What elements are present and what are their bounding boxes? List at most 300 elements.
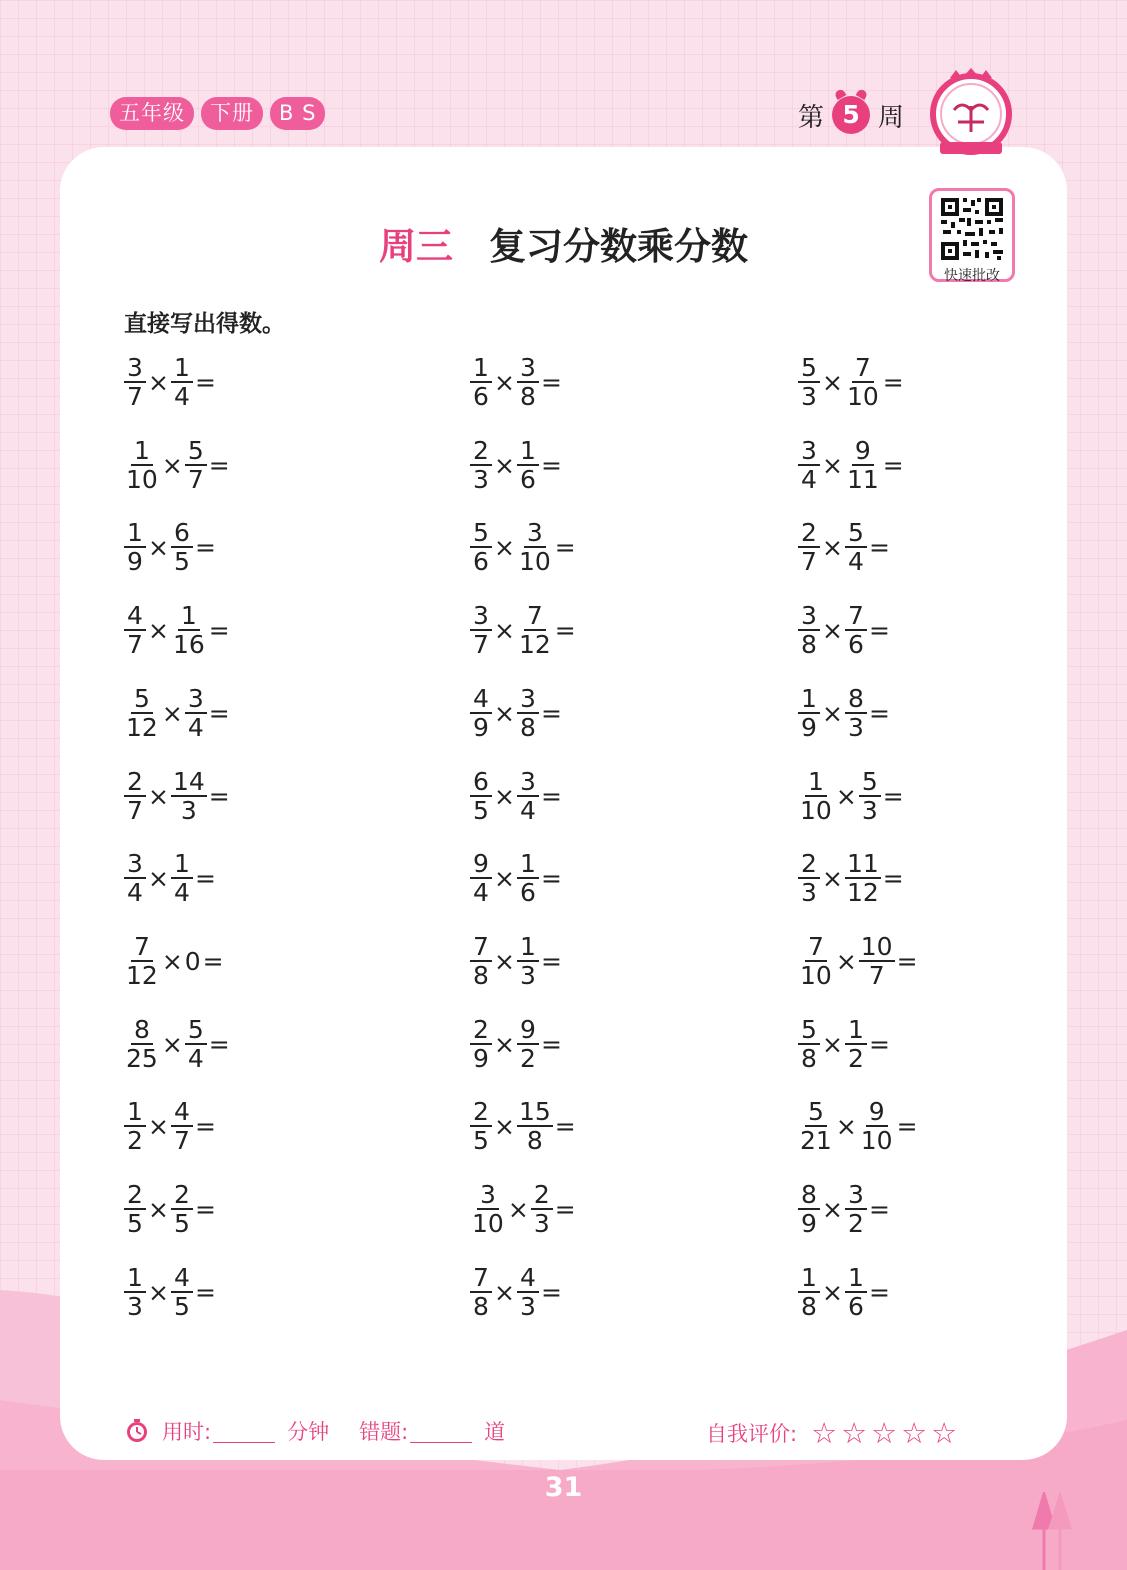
equals-sign: = bbox=[194, 1277, 216, 1307]
denominator: 2 bbox=[848, 1209, 864, 1238]
denominator: 12 bbox=[518, 630, 551, 659]
equals-sign: = bbox=[868, 1029, 890, 1059]
numerator: 7 bbox=[470, 933, 492, 962]
multiply-sign: × bbox=[822, 532, 843, 562]
denominator: 7 bbox=[473, 630, 489, 659]
fraction-a bbox=[124, 768, 146, 824]
fraction-b bbox=[171, 354, 193, 410]
denominator: 3 bbox=[473, 465, 489, 494]
fraction-b bbox=[845, 850, 881, 906]
multiply-sign: × bbox=[148, 863, 169, 893]
fraction-b bbox=[517, 1264, 539, 1320]
denominator: 8 bbox=[801, 630, 817, 659]
denominator: 10 bbox=[800, 961, 832, 990]
numerator: 1 bbox=[124, 1264, 146, 1293]
multiply-sign: × bbox=[494, 1111, 515, 1141]
denominator: 4 bbox=[127, 878, 143, 907]
equals-sign: = bbox=[208, 781, 230, 811]
numerator: 7 bbox=[131, 933, 153, 962]
equals-sign: = bbox=[208, 698, 230, 728]
fraction-b bbox=[517, 519, 553, 575]
denominator: 9 bbox=[801, 713, 817, 742]
multiply-sign: × bbox=[835, 781, 857, 811]
fraction-b bbox=[517, 437, 539, 493]
numerator: 3 bbox=[845, 1181, 867, 1210]
fraction-a bbox=[798, 354, 820, 410]
fraction-a bbox=[798, 685, 820, 741]
numerator: 1 bbox=[517, 437, 539, 466]
problem-item bbox=[124, 1014, 232, 1074]
numerator: 8 bbox=[798, 1181, 820, 1210]
equals-sign: = bbox=[540, 450, 562, 480]
week-number: 5 bbox=[832, 96, 870, 134]
numerator: 5 bbox=[798, 1016, 820, 1045]
fraction-b bbox=[171, 1181, 193, 1237]
fraction-a bbox=[124, 1016, 160, 1072]
fraction-b bbox=[171, 602, 207, 658]
fraction-b bbox=[185, 685, 207, 741]
numerator: 3 bbox=[798, 437, 820, 466]
rating-stars[interactable]: ☆☆☆☆☆ bbox=[811, 1416, 962, 1450]
fraction-b bbox=[859, 1098, 895, 1154]
fraction-a bbox=[124, 519, 146, 575]
problem-item bbox=[798, 1096, 920, 1156]
numerator: 2 bbox=[470, 1098, 492, 1127]
numerator: 1 bbox=[805, 768, 827, 797]
numerator: 7 bbox=[470, 1264, 492, 1293]
denominator: 5 bbox=[174, 547, 190, 576]
denominator: 9 bbox=[127, 547, 143, 576]
denominator: 10 bbox=[518, 547, 551, 576]
problem-item bbox=[798, 1262, 892, 1322]
denominator: 3 bbox=[801, 382, 817, 411]
fraction-a bbox=[798, 1098, 834, 1154]
numerator: 11 bbox=[846, 849, 879, 878]
numerator: 1 bbox=[517, 850, 539, 879]
multiply-sign: × bbox=[494, 946, 515, 976]
numerator: 3 bbox=[470, 602, 492, 631]
denominator: 8 bbox=[801, 1044, 817, 1073]
numerator: 1 bbox=[845, 1016, 867, 1045]
multiply-sign: × bbox=[822, 863, 843, 893]
equals-sign: = bbox=[208, 615, 230, 645]
multiply-sign: × bbox=[494, 1029, 515, 1059]
numerator: 4 bbox=[517, 1264, 539, 1293]
fraction-b bbox=[845, 437, 881, 493]
numerator: 5 bbox=[131, 685, 153, 714]
numerator: 9 bbox=[852, 437, 874, 466]
denominator: 10 bbox=[126, 465, 158, 494]
equals-sign: = bbox=[540, 863, 562, 893]
problem-item bbox=[124, 517, 218, 577]
numerator: 1 bbox=[124, 519, 146, 548]
multiply-sign: × bbox=[161, 450, 183, 480]
fraction-a bbox=[470, 1098, 492, 1154]
errors-label: 错题: bbox=[359, 1420, 409, 1444]
multiply-sign: × bbox=[148, 367, 169, 397]
multiply-sign: × bbox=[507, 1194, 529, 1224]
page-number: 31 bbox=[544, 1472, 583, 1503]
fraction-a bbox=[798, 519, 820, 575]
multiply-sign: × bbox=[822, 1194, 843, 1224]
numerator: 8 bbox=[131, 1016, 153, 1045]
problem-item bbox=[124, 600, 232, 660]
denominator: 7 bbox=[187, 465, 204, 494]
equals-sign: = bbox=[194, 863, 216, 893]
denominator: 8 bbox=[801, 1292, 817, 1321]
equals-sign: = bbox=[868, 698, 890, 728]
problem-item bbox=[470, 1014, 564, 1074]
equals-sign: = bbox=[194, 1111, 216, 1141]
fraction-a bbox=[798, 437, 820, 493]
denominator: 3 bbox=[520, 961, 536, 990]
fraction-a bbox=[470, 354, 492, 410]
numerator: 3 bbox=[517, 685, 539, 714]
problem-item bbox=[124, 1262, 218, 1322]
qr-label: 快速批改 bbox=[944, 268, 1000, 284]
fraction-a bbox=[470, 602, 492, 658]
problem-item bbox=[124, 1096, 218, 1156]
denominator: 10 bbox=[846, 382, 879, 411]
fraction-b bbox=[845, 602, 867, 658]
denominator: 7 bbox=[868, 961, 885, 990]
fraction-a bbox=[798, 768, 834, 824]
fraction-a bbox=[124, 437, 160, 493]
fraction-b bbox=[185, 437, 207, 493]
denominator: 10 bbox=[472, 1209, 504, 1238]
fraction-b bbox=[171, 1098, 193, 1154]
multiply-sign: × bbox=[148, 1194, 169, 1224]
problem-item bbox=[470, 766, 564, 826]
numerator: 1 bbox=[845, 1264, 867, 1293]
denominator: 2 bbox=[520, 1044, 536, 1073]
numerator: 3 bbox=[524, 519, 546, 548]
numerator: 4 bbox=[470, 685, 492, 714]
multiply-sign: × bbox=[494, 367, 515, 397]
instruction: 直接写出得数。 bbox=[124, 311, 285, 337]
numerator: 15 bbox=[518, 1097, 551, 1126]
numerator: 5 bbox=[805, 1098, 827, 1127]
fraction-a bbox=[470, 1016, 492, 1072]
fraction-a bbox=[470, 850, 492, 906]
numerator: 6 bbox=[171, 519, 193, 548]
fraction-a bbox=[798, 1181, 820, 1237]
denominator: 9 bbox=[801, 1209, 817, 1238]
fraction-a bbox=[124, 933, 160, 989]
denominator: 3 bbox=[533, 1209, 550, 1238]
fraction-a bbox=[798, 1016, 820, 1072]
fraction-b bbox=[171, 519, 193, 575]
equals-sign: = bbox=[540, 367, 562, 397]
denominator: 7 bbox=[127, 630, 143, 659]
numerator: 2 bbox=[171, 1181, 193, 1210]
denominator: 10 bbox=[800, 796, 832, 825]
qr-code-icon bbox=[939, 196, 1005, 262]
denominator: 3 bbox=[180, 796, 197, 825]
problem-item bbox=[798, 352, 906, 412]
denominator: 3 bbox=[848, 713, 864, 742]
fraction-b bbox=[517, 354, 539, 410]
time-unit: 分钟 bbox=[287, 1420, 330, 1444]
stopwatch-icon bbox=[124, 1418, 150, 1444]
equals-sign: = bbox=[540, 781, 562, 811]
denominator: 4 bbox=[801, 465, 817, 494]
denominator: 5 bbox=[127, 1209, 143, 1238]
denominator: 7 bbox=[127, 382, 143, 411]
problem-item bbox=[798, 517, 892, 577]
fraction-b bbox=[517, 685, 539, 741]
multiply-sign: × bbox=[835, 946, 857, 976]
numerator: 3 bbox=[185, 685, 207, 714]
denominator: 6 bbox=[520, 465, 536, 494]
equals-sign: = bbox=[882, 450, 904, 480]
qr-code[interactable] bbox=[929, 188, 1015, 282]
fraction-b bbox=[859, 933, 895, 989]
fraction-a bbox=[470, 768, 492, 824]
denominator: 7 bbox=[801, 547, 817, 576]
edition-tag: B S bbox=[270, 97, 325, 130]
equals-sign: = bbox=[896, 1111, 918, 1141]
fraction-a bbox=[798, 850, 820, 906]
equals-sign: = bbox=[896, 946, 918, 976]
equals-sign: = bbox=[868, 1277, 890, 1307]
numerator: 3 bbox=[124, 850, 146, 879]
fraction-b bbox=[517, 1016, 539, 1072]
fraction-a bbox=[124, 354, 146, 410]
denominator: 3 bbox=[861, 796, 878, 825]
problem-item bbox=[470, 683, 564, 743]
numerator: 1 bbox=[131, 437, 153, 466]
fraction-b bbox=[845, 1181, 867, 1237]
problem-item bbox=[798, 1014, 892, 1074]
numerator: 2 bbox=[470, 437, 492, 466]
numerator: 9 bbox=[866, 1098, 888, 1127]
fraction-a bbox=[124, 1264, 146, 1320]
equals-sign: = bbox=[202, 946, 224, 976]
numerator: 3 bbox=[124, 354, 146, 383]
whole-number: 0 bbox=[184, 946, 201, 976]
errors-blank[interactable] bbox=[410, 1420, 472, 1443]
fraction-b bbox=[517, 602, 553, 658]
multiply-sign: × bbox=[161, 946, 183, 976]
fraction-b bbox=[859, 768, 881, 824]
fraction-a bbox=[124, 602, 146, 658]
numerator: 5 bbox=[798, 354, 820, 383]
numerator: 1 bbox=[171, 850, 193, 879]
multiply-sign: × bbox=[494, 1277, 515, 1307]
fraction-b bbox=[517, 1098, 553, 1154]
arrows-icon bbox=[1028, 1492, 1078, 1570]
denominator: 8 bbox=[520, 382, 536, 411]
numerator: 3 bbox=[477, 1181, 499, 1210]
numerator: 5 bbox=[859, 768, 881, 797]
numerator: 8 bbox=[845, 685, 867, 714]
multiply-sign: × bbox=[822, 615, 843, 645]
equals-sign: = bbox=[540, 1277, 562, 1307]
problem-item bbox=[124, 848, 218, 908]
numerator: 1 bbox=[171, 354, 193, 383]
fraction-b bbox=[531, 1181, 553, 1237]
denominator: 5 bbox=[473, 1126, 489, 1155]
problem-item bbox=[798, 435, 906, 495]
numerator: 2 bbox=[124, 1181, 146, 1210]
denominator: 4 bbox=[187, 1044, 204, 1073]
multiply-sign: × bbox=[161, 698, 183, 728]
fraction-b bbox=[845, 685, 867, 741]
multiply-sign: × bbox=[822, 1029, 843, 1059]
fraction-b bbox=[845, 354, 881, 410]
numerator: 2 bbox=[124, 768, 146, 797]
equals-sign: = bbox=[540, 946, 562, 976]
denominator: 4 bbox=[520, 796, 536, 825]
multiply-sign: × bbox=[148, 1277, 169, 1307]
brand-seal-icon bbox=[928, 66, 1014, 162]
week-suffix: 周 bbox=[878, 102, 905, 133]
numerator: 4 bbox=[171, 1264, 193, 1293]
problem-grid bbox=[124, 352, 1024, 1352]
equals-sign: = bbox=[208, 1029, 230, 1059]
title-day: 周三 bbox=[379, 225, 453, 268]
errors-unit: 道 bbox=[484, 1420, 506, 1444]
problem-item bbox=[124, 683, 232, 743]
week-indicator bbox=[798, 96, 904, 134]
fraction-a bbox=[798, 1264, 820, 1320]
denominator: 12 bbox=[846, 878, 879, 907]
numerator: 2 bbox=[798, 850, 820, 879]
numerator: 5 bbox=[185, 1016, 207, 1045]
multiply-sign: × bbox=[148, 1111, 169, 1141]
numerator: 6 bbox=[470, 768, 492, 797]
problem-item bbox=[798, 1179, 892, 1239]
problem-item bbox=[470, 1179, 578, 1239]
multiply-sign: × bbox=[822, 367, 843, 397]
problem-item bbox=[798, 766, 906, 826]
problem-item bbox=[798, 931, 920, 991]
problem-item bbox=[124, 352, 218, 412]
equals-sign: = bbox=[194, 532, 216, 562]
equals-sign: = bbox=[554, 1111, 576, 1141]
fraction-a bbox=[124, 685, 160, 741]
numerator: 3 bbox=[798, 602, 820, 631]
numerator: 5 bbox=[185, 437, 207, 466]
denominator: 11 bbox=[846, 465, 879, 494]
grade-tag: 五年级 bbox=[110, 97, 194, 130]
fraction-b bbox=[171, 850, 193, 906]
problem-item bbox=[124, 931, 226, 991]
multiply-sign: × bbox=[494, 863, 515, 893]
self-eval-label: 自我评价: bbox=[706, 1422, 798, 1446]
denominator: 6 bbox=[473, 382, 489, 411]
fraction-b bbox=[171, 1264, 193, 1320]
fraction-a bbox=[470, 685, 492, 741]
numerator: 2 bbox=[531, 1181, 553, 1210]
problem-item bbox=[470, 517, 578, 577]
denominator: 12 bbox=[126, 961, 158, 990]
denominator: 8 bbox=[526, 1126, 543, 1155]
equals-sign: = bbox=[554, 532, 576, 562]
problem-item bbox=[470, 352, 564, 412]
denominator: 3 bbox=[127, 1292, 143, 1321]
numerator: 9 bbox=[517, 1016, 539, 1045]
equals-sign: = bbox=[194, 1194, 216, 1224]
numerator: 1 bbox=[124, 1098, 146, 1127]
denominator: 5 bbox=[473, 796, 489, 825]
fraction-a bbox=[470, 1181, 506, 1237]
numerator: 3 bbox=[517, 354, 539, 383]
fraction-a bbox=[124, 1098, 146, 1154]
equals-sign: = bbox=[882, 863, 904, 893]
numerator: 3 bbox=[517, 768, 539, 797]
fraction-b bbox=[845, 1264, 867, 1320]
problem-item bbox=[470, 931, 564, 991]
denominator: 8 bbox=[473, 1292, 489, 1321]
fraction-a bbox=[124, 1181, 146, 1237]
equals-sign: = bbox=[868, 532, 890, 562]
fraction-a bbox=[124, 850, 146, 906]
denominator: 6 bbox=[473, 547, 489, 576]
time-blank[interactable] bbox=[213, 1420, 275, 1443]
multiply-sign: × bbox=[494, 698, 515, 728]
equals-sign: = bbox=[554, 615, 576, 645]
multiply-sign: × bbox=[822, 1277, 843, 1307]
multiply-sign: × bbox=[494, 781, 515, 811]
denominator: 21 bbox=[800, 1126, 832, 1155]
fraction-a bbox=[470, 1264, 492, 1320]
multiply-sign: × bbox=[148, 615, 169, 645]
equals-sign: = bbox=[554, 1194, 576, 1224]
denominator: 8 bbox=[520, 713, 536, 742]
denominator: 12 bbox=[126, 713, 158, 742]
denominator: 9 bbox=[473, 713, 489, 742]
problem-item bbox=[124, 435, 232, 495]
denominator: 8 bbox=[473, 961, 489, 990]
fraction-b bbox=[517, 768, 539, 824]
volume-tag: 下册 bbox=[201, 97, 263, 130]
multiply-sign: × bbox=[148, 781, 169, 811]
equals-sign: = bbox=[540, 1029, 562, 1059]
equals-sign: = bbox=[194, 367, 216, 397]
time-label: 用时: bbox=[162, 1420, 212, 1444]
multiply-sign: × bbox=[822, 450, 843, 480]
equals-sign: = bbox=[868, 1194, 890, 1224]
multiply-sign: × bbox=[161, 1029, 183, 1059]
fraction-a bbox=[470, 933, 492, 989]
denominator: 7 bbox=[174, 1126, 190, 1155]
week-prefix: 第 bbox=[798, 102, 825, 133]
problem-item bbox=[470, 1096, 578, 1156]
numerator: 10 bbox=[860, 932, 893, 961]
denominator: 6 bbox=[848, 630, 864, 659]
denominator: 4 bbox=[473, 878, 489, 907]
denominator: 5 bbox=[174, 1209, 190, 1238]
numerator: 7 bbox=[524, 602, 546, 631]
equals-sign: = bbox=[882, 367, 904, 397]
equals-sign: = bbox=[540, 698, 562, 728]
multiply-sign: × bbox=[835, 1111, 857, 1141]
denominator: 4 bbox=[848, 547, 864, 576]
problem-item bbox=[798, 600, 892, 660]
fraction-b bbox=[517, 933, 539, 989]
equals-sign: = bbox=[208, 450, 230, 480]
fraction-a bbox=[798, 933, 834, 989]
fraction-b bbox=[185, 1016, 207, 1072]
denominator: 4 bbox=[187, 713, 204, 742]
numerator: 7 bbox=[852, 354, 874, 383]
problem-item bbox=[470, 435, 564, 495]
problem-item bbox=[798, 683, 892, 743]
numerator: 2 bbox=[470, 1016, 492, 1045]
footer bbox=[124, 1416, 984, 1452]
